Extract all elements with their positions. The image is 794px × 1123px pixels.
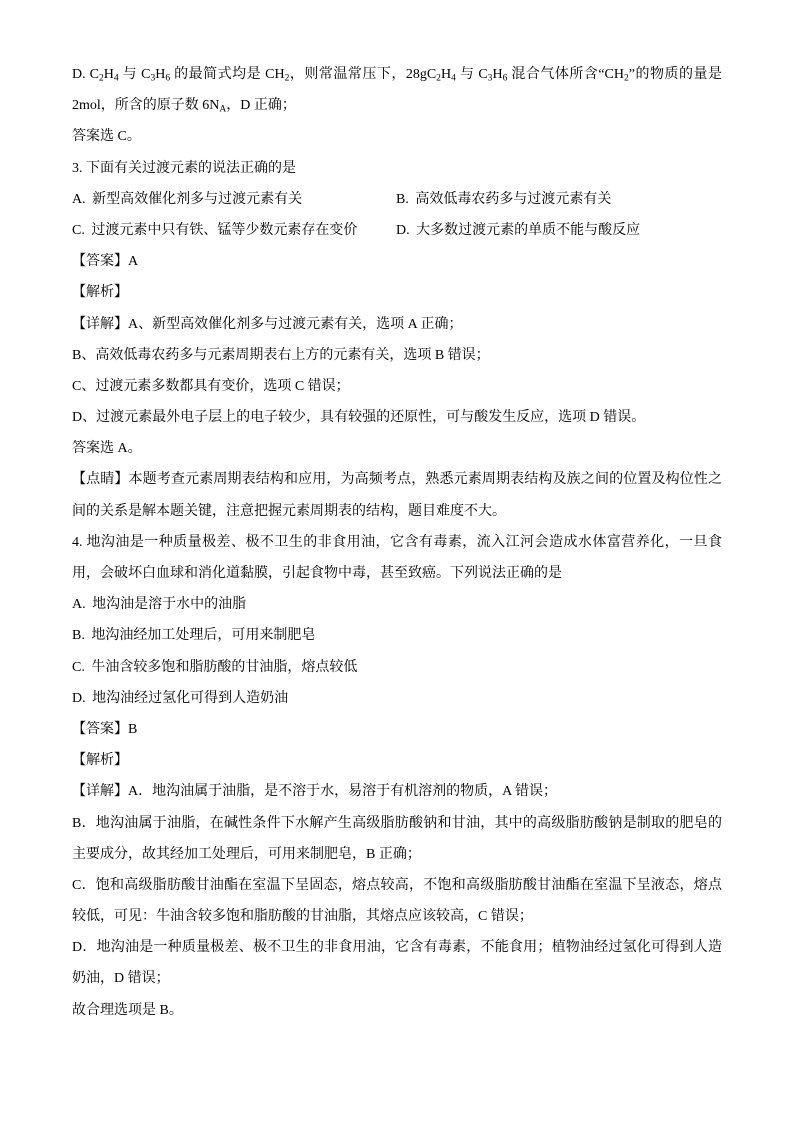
answer-value: B [128,721,138,737]
subscript: A [219,104,227,115]
option-label: C. [72,659,85,675]
q4-option-b [72,620,722,651]
option-text: 地沟油经过氢化可得到人造奶油 [92,690,289,706]
q3-detail-4: D、过渡元素最外电子层上的电子较少，具有较强的还原性，可与酸发生反应，选项 D 错误。 [72,410,646,426]
q4-option-c [72,652,722,683]
q2-option-d-line-1 [72,59,722,90]
text-run: H [440,67,452,82]
subscript: 4 [113,73,119,84]
detail-text: A．地沟油属于油脂，是不溶于水，易溶于有机溶剂的物质，A 错误； [128,784,557,800]
option-label: A. [72,597,86,613]
q2-option-d-line-2 [72,90,722,121]
option-label: C. [72,222,85,238]
q4-stem-line-2: 用，会破坏白血球和消化道黏膜，引起食物中毒，甚至致癌。下列说法正确的是 [72,566,562,581]
q3-option-row-1 [72,184,722,215]
q3-stem: 3. 下面有关过渡元素的说法正确的是 [72,160,296,176]
q3-answer [72,246,722,277]
q3-detail-2: B、高效低毒农药多与元素周期表右上方的元素有关，选项 B 错误； [72,347,490,363]
q3-option-b [396,184,611,215]
answer-label: 【答案】 [72,254,128,270]
q4-detail-a [72,776,722,807]
q4-detail-c-line-2: 较低，可见：牛油含较多饱和脂肪酸的甘油脂，其熔点应该较高，C 错误； [72,909,533,925]
q3-detail-1 [72,309,722,340]
q4-option-a [72,589,722,620]
text-run: 与 C [455,67,488,82]
text-run: H [155,67,166,82]
q4-detail-b-line-2: 主要成分，故其经加工处理后，可用来制肥皂，B 正确； [72,846,421,862]
tip-text: 本题考查元素周期表结构和应用，为高频考点，熟悉元素周期表结构及族之间的位置及构位性之 [128,472,723,488]
option-label: B. [396,191,409,207]
text-run: ，D 正确； [226,98,296,114]
q3-detail-3: C、过渡元素多数都具有变价，选项 C 错误； [72,378,350,394]
option-label: D. [396,222,410,238]
q4-detail-d-line-1: D．地沟油是一种质量极差、极不卫生的非食用油，它含有毒素，不能食用；植物油经过氢化可得到人造 [72,940,722,956]
detail-label: 【详解】 [72,316,128,332]
q3-option-c [72,223,357,238]
text-run: 混合气体所含“CH [507,67,624,82]
q3-option-a [72,192,302,207]
option-text: 牛油含较多饱和脂肪酸的甘油脂，熔点较低 [91,659,358,675]
text-run: H [492,67,503,82]
q4-conclusion: 故合理选项是 B。 [72,1002,183,1018]
option-text: 过渡元素中只有铁、锰等少数元素存在变价 [91,222,358,238]
text-run: D. C [72,67,99,82]
option-label: A. [72,191,86,207]
subscript: 3 [150,73,156,84]
subscript: 2 [436,73,441,84]
q3-tip-line-1 [72,464,722,495]
q4-detail-c-line-1: C．饱和高级脂肪酸甘油酯在室温下呈固态，熔点较高，不饱和高级脂肪酸甘油酯在室温下呈液态，熔点 [72,877,722,893]
q3-option-row-2 [72,215,722,246]
answer-label: 【答案】 [72,721,128,737]
text-run: 与 C [118,67,151,82]
q3-option-d [396,215,640,246]
option-text: 新型高效催化剂多与过渡元素有关 [92,191,303,207]
subscript: 4 [451,73,456,84]
q4-stem-line-1: 4. 地沟油是一种质量极差、极不卫生的非食用油，它含有毒素，流入江河会造成水体富营养化，一旦食 [72,534,722,550]
subscript: 6 [165,73,171,84]
q4-detail-d-line-2: 奶油，D 错误； [72,971,170,987]
q4-answer [72,714,722,745]
option-text: 高效低毒农药多与过渡元素有关 [415,191,612,207]
option-text: 大多数过渡元素的单质不能与酸反应 [416,222,641,238]
text-run: ，则常温常压下，28gC [289,67,437,82]
option-text: 地沟油是溶于水中的油脂 [92,597,247,613]
subscript: 2 [284,73,290,84]
answer-value: A [128,254,139,270]
subscript: 2 [98,73,104,84]
tip-label: 【点睛】 [72,472,129,488]
q3-tip-line-2: 间的关系是解本题关键，注意把握元素周期表的结构，题目难度不大。 [72,503,506,519]
text-run: ”的物质的量是 [628,67,722,82]
q2-conclusion: 答案选 C。 [72,129,141,145]
detail-label: 【详解】 [72,784,128,800]
option-label: D. [72,690,86,706]
q4-detail-b-line-1: B．地沟油属于油脂，在碱性条件下水解产生高级脂肪酸钠和甘油，其中的高级脂肪酸钠是制取的肥皂的 [72,815,722,831]
subscript: 2 [624,73,629,84]
subscript: 6 [502,73,508,84]
text-run: H [103,67,114,82]
q4-option-d [72,683,722,714]
subscript: 3 [487,73,493,84]
q3-conclusion: 答案选 A。 [72,441,142,457]
q3-analysis-label: 【解析】 [72,285,128,301]
page-content [72,59,722,1026]
option-text: 地沟油经加工处理后，可用来制肥皂 [91,628,316,644]
option-label: B. [72,628,85,644]
text-run: 的最简式均是 CH [170,67,285,82]
detail-text: A、新型高效催化剂多与过渡元素有关，选项 A 正确； [128,316,463,332]
q4-analysis-label: 【解析】 [72,753,128,769]
text-run: 2mol，所含的原子数 6N [72,98,220,114]
